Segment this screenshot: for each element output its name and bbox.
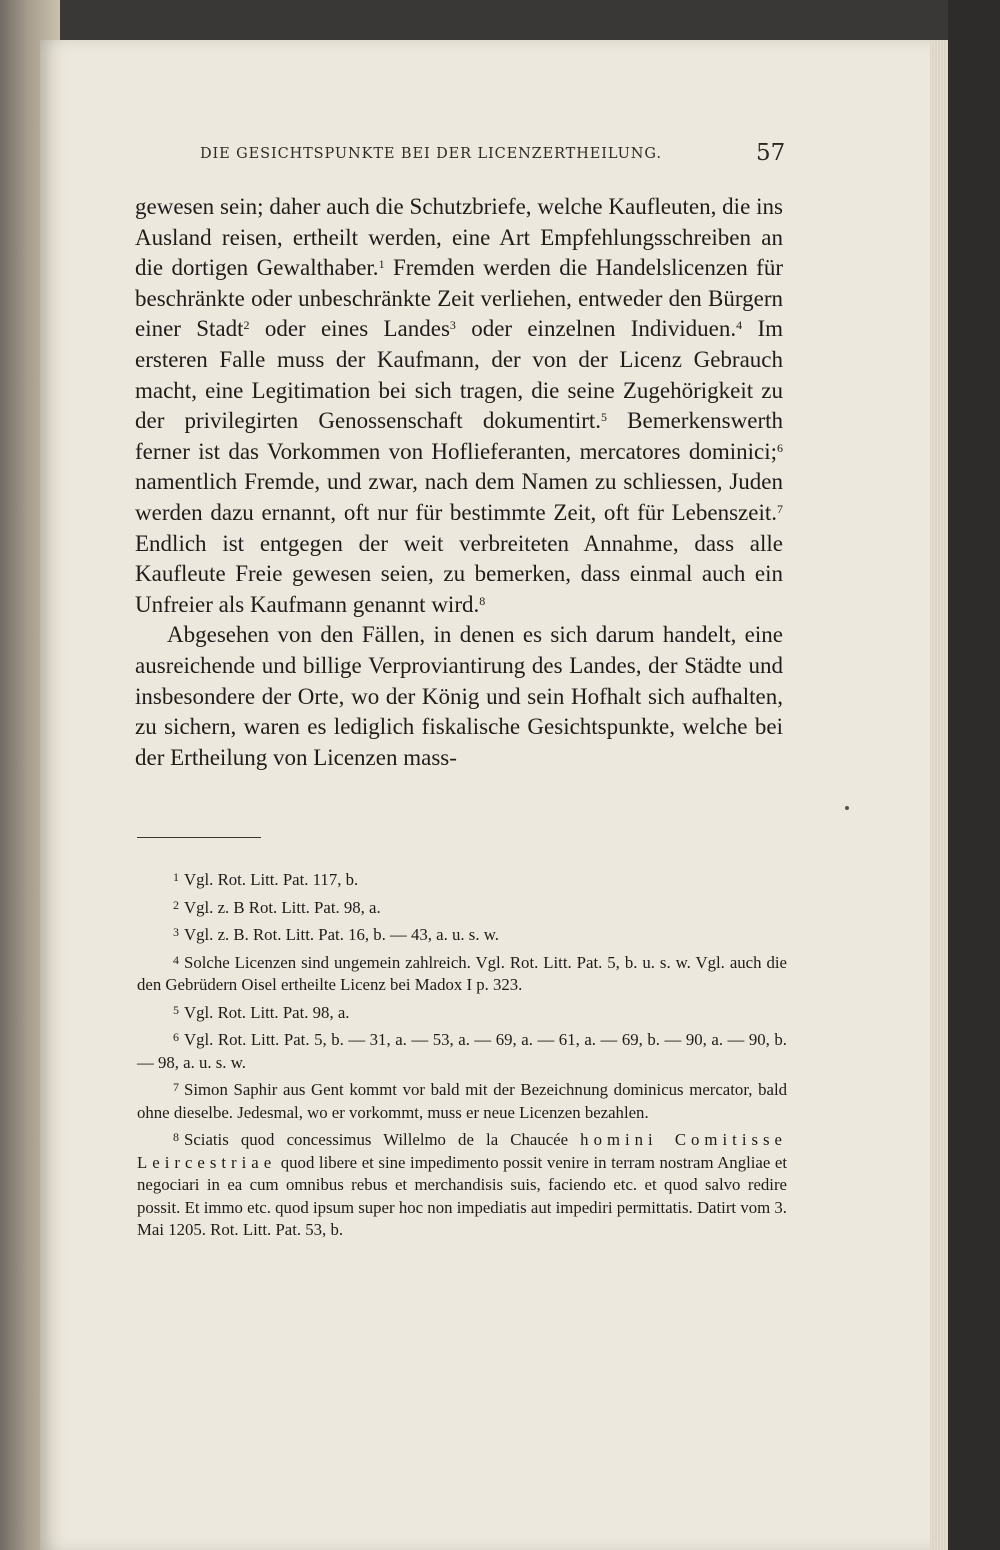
scan-background-right <box>948 0 1000 1550</box>
paragraph-2: Abgesehen von den Fällen, in denen es sich darum handelt, eine ausreichende und billige Verproviantirung des Landes, der Städte und insbesondere der Orte, wo der König und sein Hofhalt sich aufhalten, zu sichern, waren es lediglich fiskalische Gesichtspunkte, welche bei der Ertheilung von Licenzen mass- <box>135 622 783 770</box>
paragraph-1: gewesen sein; daher auch die Schutzbriefe, welche Kaufleuten, die ins Ausland reisen, ertheilt werden, eine Art Empfehlungsschreiben an die dortigen Gewalthaber.$^1$ Fremden werden die Handelslicenzen für beschränkte oder unbeschränkte Zeit verliehen, entweder den Bürgern einer Stadt$^2$ oder eines Landes$^3$ oder einzelnen Individuen.$^4$ Im ersteren Falle muss der Kaufmann, der von der Licenz Gebrauch macht, eine Legitimation bei sich tragen, die seine Zugehörigkeit zu der privilegirten Genossenschaft dokumentirt.$^5$ Bemerkenswerth ferner ist das Vorkommen von Hoflieferanten, mercatores dominici;$^6$ namentlich Fremde, und zwar, nach dem Namen zu schliessen, Juden werden dazu ernannt, oft nur für bestimmte Zeit, oft für Lebenszeit.$^7$ Endlich ist entgegen der weit verbreiteten Annahme, dass alle Kaufleute Freie gewesen seien, zu bemerken, dass einmal auch ein Unfreier als Kaufmann genannt wird.$^8$ <box>135 194 783 617</box>
page-edges <box>930 40 948 1550</box>
scan-background-top <box>60 0 948 40</box>
footnote-rule <box>137 837 261 838</box>
footnote-7: $^7$ Simon Saphir aus Gent kommt vor bald mit der Bezeichnung dominicus mercator, bald ohne dieselbe. Jedesmal, wo er vorkommt, muss er neue Licenzen bezahlen. <box>137 1080 787 1122</box>
footnote-ref: 1 <box>378 257 385 272</box>
footnote-ref: 3 <box>449 318 456 333</box>
main-text <box>135 192 783 773</box>
footnote-ref: 2 <box>243 318 250 333</box>
footnote-8: $^8$ Sciatis quod concessimus Willelmo de la Chaucée homini Comitisse Leircestriae quod libere et sine impedimento possit venire in terram nostram Angliae et negociari in ea cum omnibus rebus et merchandisis suis, faciendo etc. et quod salvo redire possit. Et immo etc. quod ipsum super hoc non impediatis aut impediri permittatis. Datirt vom 3. Mai 1205. Rot. Litt. Pat. 53, b. <box>137 1130 787 1239</box>
ink-speck <box>845 806 849 810</box>
footnote-4: $^4$ Solche Licenzen sind ungemein zahlreich. Vgl. Rot. Litt. Pat. 5, b. u. s. w. Vgl. auch die den Gebrüdern Oisel ertheilte Licenz bei Madox I p. 323. <box>137 952 787 994</box>
footnote-6: $^6$ Vgl. Rot. Litt. Pat. 5, b. — 31, a. — 53, a. — 69, a. — 61, a. — 69, b. — 90, a. — 90, b. — 98, a. u. s. w. <box>137 1030 787 1072</box>
footnote-5: $^5$ Vgl. Rot. Litt. Pat. 98, a. <box>173 1002 350 1022</box>
footnotes <box>137 866 787 1242</box>
footnote-3: $^3$ Vgl. z. B. Rot. Litt. Pat. 16, b. — 43, a. u. s. w. <box>173 925 499 944</box>
footnote-ref: 4 <box>736 318 743 333</box>
footnote-2: $^2$ Vgl. z. B Rot. Litt. Pat. 98, a. <box>173 897 381 917</box>
footnote-1: $^1$ Vgl. Rot. Litt. Pat. 117, b. <box>173 870 359 889</box>
page-number: 57 <box>756 140 786 166</box>
footnote-ref: 5 <box>601 410 608 425</box>
footnote-ref: 8 <box>479 593 486 608</box>
footnote-ref: 6 <box>777 440 783 455</box>
footnote-ref: 7 <box>777 501 783 516</box>
running-head: DIE GESICHTSPUNKTE BEI DER LICENZERTHEILUNG. <box>200 146 662 162</box>
